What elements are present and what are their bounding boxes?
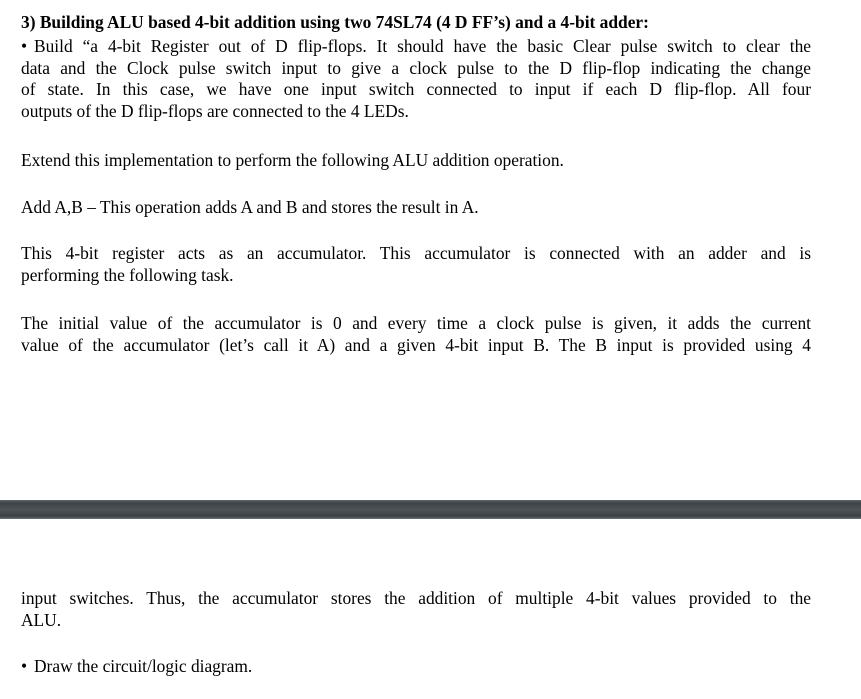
bullet-marker: • bbox=[21, 36, 28, 56]
section-heading bbox=[21, 12, 811, 34]
draw-bullet-line bbox=[21, 656, 811, 678]
page-break-separator bbox=[0, 500, 861, 519]
document-page-lower bbox=[0, 519, 861, 699]
bullet-line-1 bbox=[21, 36, 811, 58]
bullet-line-2: data and the Clock pulse switch input to give a clock pulse to the D flip-flop indicating the change bbox=[21, 57, 811, 78]
initial-line-2: value of the accumulator (let’s call it A) and a given 4-bit input B. The B input is provided using 4 bbox=[21, 334, 811, 355]
bullet-paragraph-register bbox=[21, 36, 811, 122]
bullet-line-3: of state. In this case, we have one input switch connected to input if each D flip-flop. All four bbox=[21, 79, 811, 100]
bullet-paragraph-draw bbox=[21, 656, 811, 678]
paragraph-accumulator bbox=[21, 243, 811, 286]
paragraph-extend-text: Extend this implementation to perform the following ALU addition operation. bbox=[21, 150, 564, 170]
continued-line-2: ALU. bbox=[21, 609, 62, 630]
paragraph-initial-value bbox=[21, 313, 811, 356]
bullet-line-1-text: Build “a 4-bit Register out of D flip-flops. It should have the basic Clear pulse switch to clear the bbox=[34, 36, 811, 56]
accumulator-line-2: performing the following task. bbox=[21, 264, 234, 285]
section-heading-text: 3) Building ALU based 4-bit addition using two 74SL74 (4 D FF’s) and a 4-bit adder: bbox=[21, 12, 649, 32]
initial-line-1: The initial value of the accumulator is 0 and every time a clock pulse is given, it adds the current bbox=[21, 313, 811, 333]
draw-bullet-text: Draw the circuit/logic diagram. bbox=[34, 656, 253, 676]
paragraph-extend bbox=[21, 150, 811, 172]
paragraph-continued bbox=[21, 588, 811, 631]
bullet-line-4: outputs of the D flip-flops are connected to the 4 LEDs. bbox=[21, 100, 409, 121]
continued-line-1: input switches. Thus, the accumulator stores the addition of multiple 4-bit values provided to the bbox=[21, 588, 811, 608]
paragraph-add-operation-text: Add A,B – This operation adds A and B and stores the result in A. bbox=[21, 197, 479, 217]
accumulator-line-1: This 4-bit register acts as an accumulator. This accumulator is connected with an adder and is bbox=[21, 243, 811, 263]
paragraph-add-operation bbox=[21, 197, 811, 219]
bullet-marker: • bbox=[21, 656, 28, 676]
